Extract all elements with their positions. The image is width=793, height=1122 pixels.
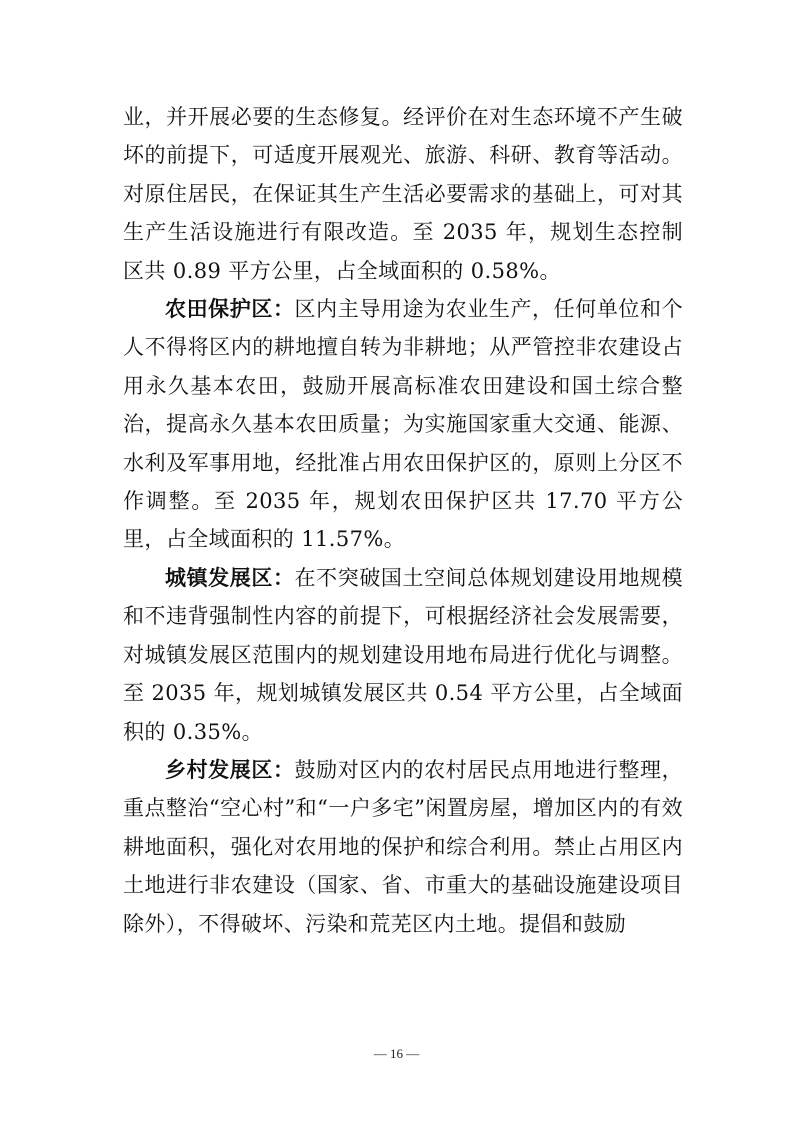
paragraph-urban-development: [123, 559, 683, 751]
paragraph-text: 在不突破国土空间总体规划建设用地规模和不违背强制性内容的前提下，可根据经济社会发展需要，对城镇发展区范围内的规划建设用地布局进行优化与调整。至 2035 年，规划城镇发展区共 0.54 平方公里，占全域面积的 0.35%。: [123, 565, 683, 744]
section-term-rural: 乡村发展区：: [165, 756, 295, 782]
document-body: [123, 98, 683, 943]
paragraph-text: 鼓励对区内的农村居民点用地进行整理，重点整治“空心村”和“一户多宅”闲置房屋，增加区内的有效耕地面积，强化对农用地的保护和综合利用。禁止占用区内土地进行非农建设（国家、省、市重大的基础设施建设项目除外），不得破坏、污染和荒芜区内土地。提倡和鼓励: [123, 757, 683, 936]
paragraph-text: 区内主导用途为农业生产，任何单位和个人不得将区内的耕地擅自转为非耕地；从严管控非农建设占用永久基本农田，鼓励开展高标准农田建设和国土综合整治，提高永久基本农田质量；为实施国家重大交通、能源、水利及军事用地，经批准占用农田保护区的，原则上分区不作调整。至 2035 年，规划农田保护区共 17.70 平方公里，占全域面积的 11.57%。: [123, 297, 683, 552]
paragraph-ecological-control-continued: [123, 98, 683, 290]
paragraph-text: 业，并开展必要的生态修复。经评价在对生态环境不产生破坏的前提下，可适度开展观光、旅游、科研、教育等活动。对原住居民，在保证其生产生活必要需求的基础上，可对其生产生活设施进行有限改造。至 2035 年，规划生态控制区共 0.89 平方公里，占全域面积的 0.58%。: [123, 105, 683, 283]
paragraph-farmland-protection: [123, 290, 683, 559]
page-number: — 16 —: [373, 1046, 420, 1061]
section-term-farmland: 农田保护区：: [165, 296, 295, 322]
section-term-urban: 城镇发展区：: [165, 564, 295, 590]
paragraph-rural-development: [123, 751, 683, 943]
